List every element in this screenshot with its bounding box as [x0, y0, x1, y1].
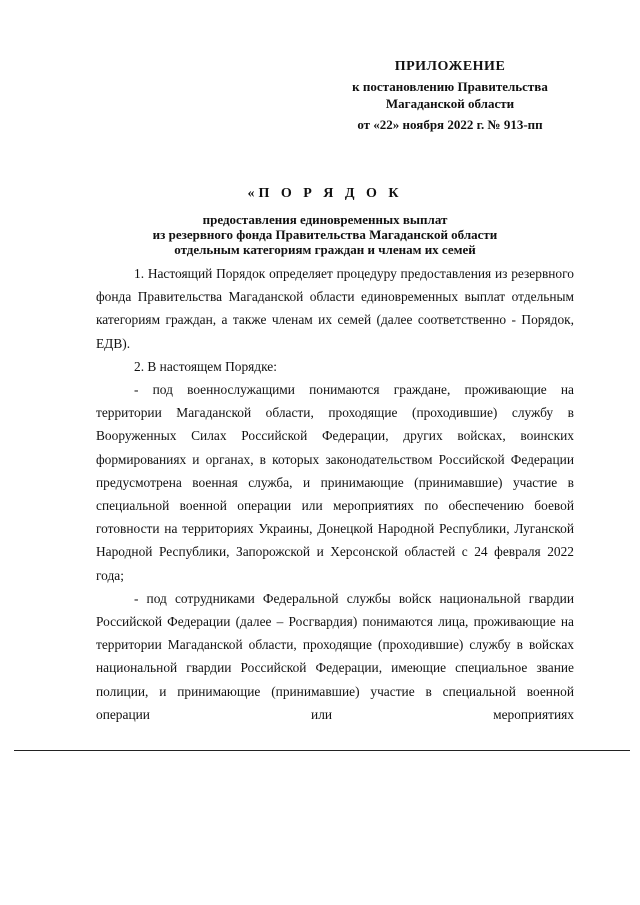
text-line: на территории Магаданской области, проходящие (проходившие) службу — [96, 382, 574, 421]
text-line: соответственно - Порядок, ЕДВ). — [96, 312, 574, 351]
document-subtitle-line: отдельным категориям граждан и членам их семей — [174, 242, 476, 257]
appendix-date-line: от «22» ноября 2022 г. № 913-пп — [357, 117, 543, 132]
text-line: в Вооруженных Силах Российской Федерации, других войсках, воинских — [96, 405, 574, 444]
text-line: формированиях и органах, в которых законодательством Российской — [96, 451, 505, 467]
appendix-line-2: Магаданской области — [385, 96, 515, 111]
text-line: (проходившие) службу в войсках национальной гвардии Российской — [96, 637, 574, 676]
appendix-line-1: к постановлению Правительства — [352, 79, 548, 94]
text-line: проживающие на территории Магаданской области, проходящие — [96, 614, 574, 653]
document-subtitle-line: предоставления единовременных выплат — [202, 212, 448, 227]
document-subtitle-line: из резервного фонда Правительства Магаданской области — [152, 227, 498, 242]
paragraph-rosgvardia — [96, 587, 574, 726]
text-line: Федерации предусмотрена военная служба, и принимающие (принимавшие) — [96, 451, 574, 490]
text-line: Республики, Луганской Народной Республики, Запорожской и Херсонской — [96, 521, 574, 560]
text-line: 1. Настоящий Порядок определяет процедуру предоставления — [134, 266, 492, 281]
document-body — [96, 262, 574, 726]
text-line: Российской Федерации (далее – Росгвардия) понимаются лица, — [96, 614, 469, 630]
text-line: областей с 24 февраля 2022 года; — [96, 544, 574, 583]
document-title: «П О Р Я Д О К — [247, 186, 403, 201]
text-line: участие в специальной военной операции или мероприятиях по обеспечению — [96, 474, 574, 514]
appendix-title: ПРИЛОЖЕНИЕ — [394, 59, 506, 74]
document-heading — [90, 186, 560, 257]
paragraph-military — [96, 378, 574, 587]
text-line: (принимавшие) участие в специальной военной операции или мероприятиях — [96, 683, 574, 722]
text-line: 2. В настоящем Порядке: — [134, 358, 277, 374]
paragraph-2 — [96, 355, 574, 378]
text-line: выплат отдельным категориям граждан, а также членам их семей (далее — [96, 289, 575, 328]
appendix-block — [300, 58, 600, 133]
paragraph-1 — [96, 262, 574, 355]
text-line: - под военнослужащими понимаются граждане, проживающие — [134, 382, 547, 398]
text-line: Федерации, имеющие специальное звание полиции, и принимающие — [96, 660, 574, 699]
text-line: из резервного фонда Правительства Магаданской области единовременных — [96, 266, 574, 305]
text-line: - под сотрудниками Федеральной службы войск национальной гвардии — [134, 590, 574, 606]
text-line: боевой готовности на территориях Украины, Донецкой Народной — [96, 498, 574, 537]
page-divider — [14, 750, 630, 751]
